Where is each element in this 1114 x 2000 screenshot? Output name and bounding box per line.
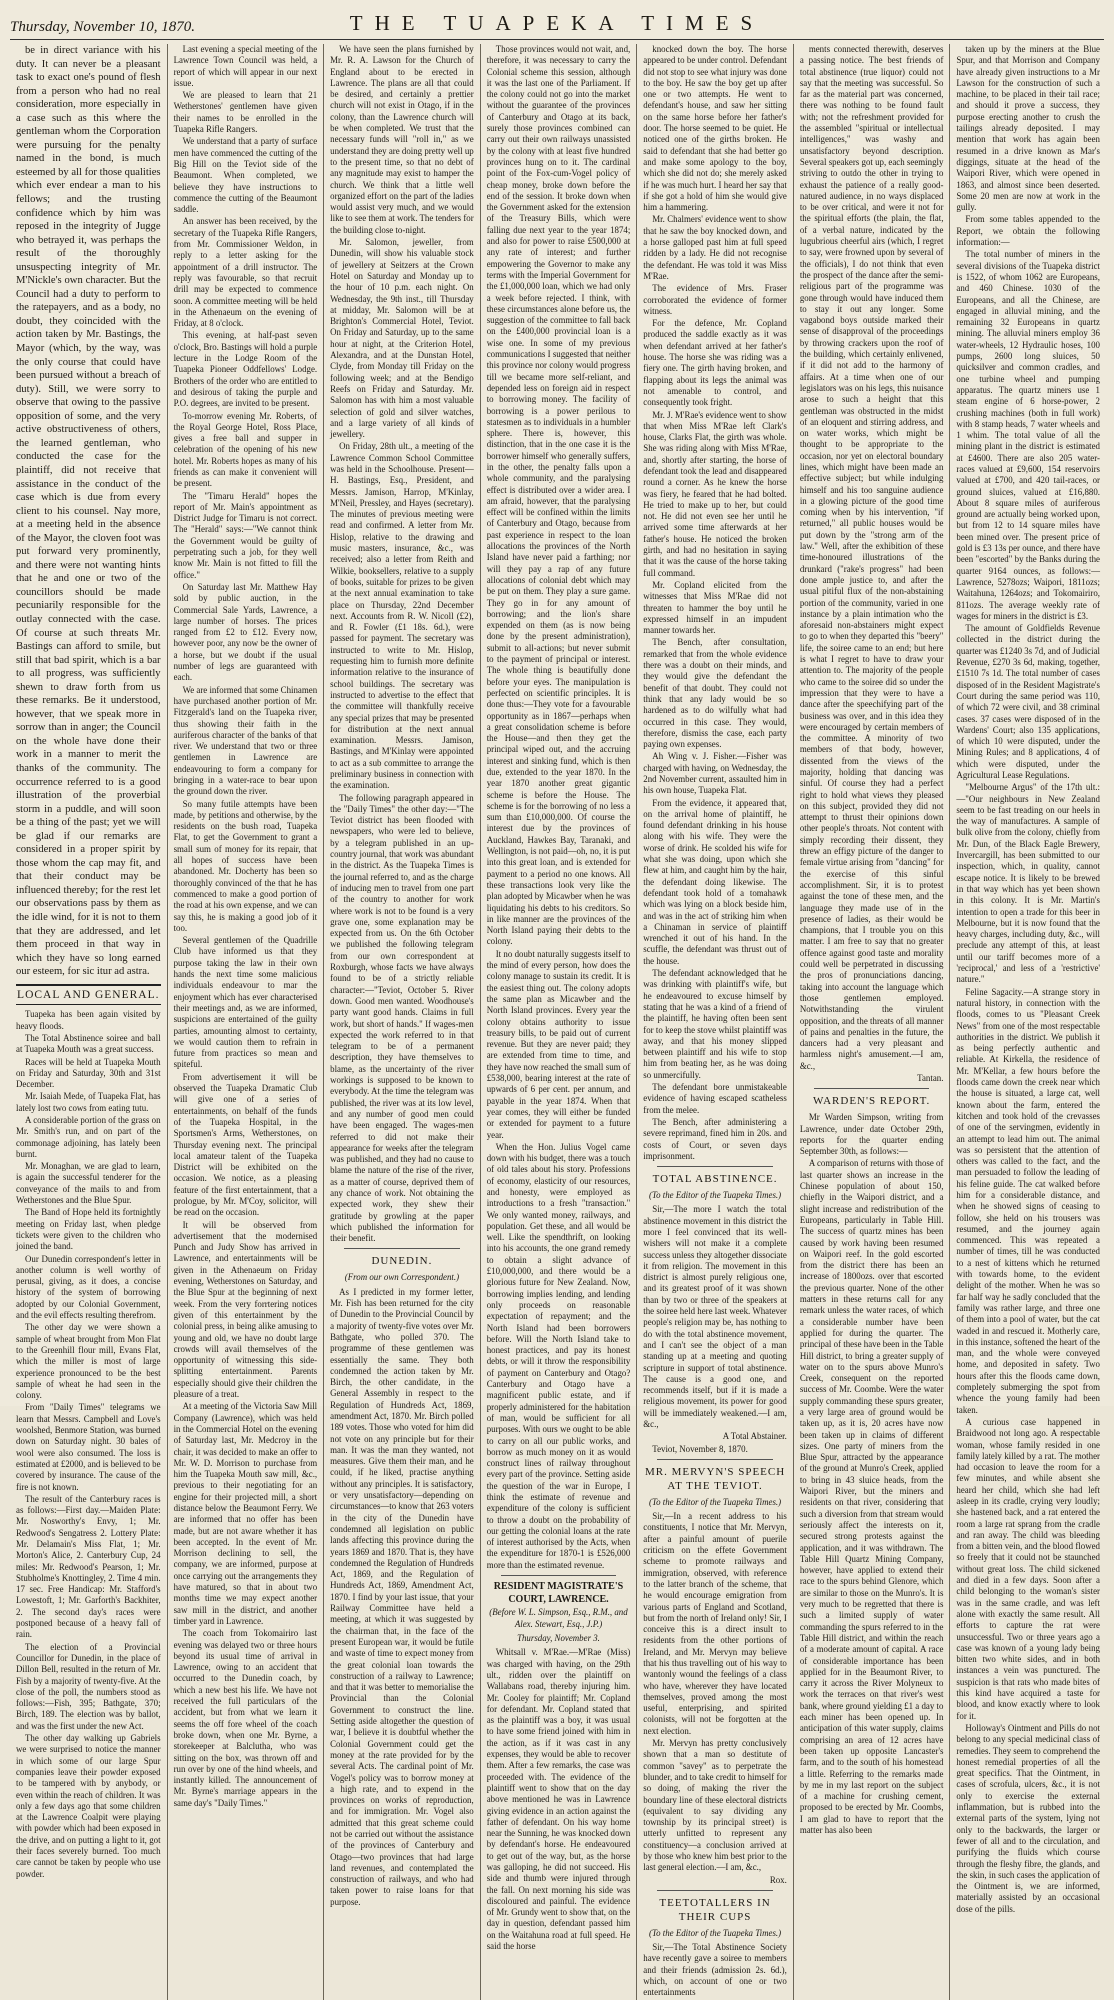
divider <box>657 1166 773 1167</box>
court-continued: The Bench, after consultation, remarked that from the whole evidence there was a doubt on their minds, and they would give the defendant the benefit of that doubt. They could not think that any lady would be so hardened as to do wilfully what had occurred in this case. They would, therefore, dismiss the case, each party paying own expenses. <box>643 637 787 750</box>
wardens-report-continued: taken up by the miners at the Blue Spur, and that Morrison and Company have already given instructions to a Mr Lawson for the construction of such a machine, to be placed in their tail race; and should it prove a success, they purpose erecting another to crush the tailings already deposited. I may mention that work has again been resumed in a drive known as Mar's diggings, situate at the head of the Waipori River, which were opened in 1863, and almost since been deserted. Some 20 men are now at work in the gully. <box>956 44 1100 213</box>
news-item: It will be observed from advertisement that the modernised Punch and Judy Show has arrived in Lawrence, and entertainments will be given in the Athenaeum on Friday evening, Wetherstones on Saturday, and the Blue Spur at the beginning of next week. From the very forrtering notices given of this entertainment by the colonial press, in being alike amusing to young and old, we have no doubt large crowds will avail themselves of the opportunity of witnessing this side-splitting entertainment. Parents especially should give their children the pleasure of a treat. <box>173 1219 318 1400</box>
news-item: The Band of Hope held its fortnightly meeting on Friday last, when pledge tickets were given to the children who joined the band. <box>16 1207 161 1252</box>
news-item: The coach from Tokomairiro last evening was delayed two or three hours beyond its usual time of arrival in Lawrence, owing to an accident that occurred to the Dunedin coach, by which a new best his life. We have not received the full particulars of the accident, but from what we learn it seems the off fore wheel of the coach broke down, when one Mr. Byrne, a storekeeper at Balclutha, who was sitting on the box, was thrown off and run over by one of the hind wheels, and instantly killed. The announcement of Mr. Byrne's marriage appears in the same day's "Daily Times." <box>173 1628 318 1808</box>
wardens-report-continued: From some tables appended to the Report, we obtain the following information:— <box>956 214 1100 248</box>
issue-date: Thursday, November 10, 1870. <box>10 19 195 35</box>
news-item: Mr. Monaghan, we are glad to learn, is again the successful tenderer for the conveyance of the mails to and from Wetherstones and the Blue Spur. <box>16 1161 161 1206</box>
court-report: Whitsall v. M'Rae.—M'Rae (Miss) was charged with having, on the 29th ult., ridden over the plaintiff on Wallabans road, thereby injuring him. Mr. Cooley for plaintiff; Mr. Copland for defendant. Mr. Copland stated that as the plaintiff was a boy, it was usual to have some friend joined with him in the action, as if it was cast in any expenses, they would be able to recover them. After a few remarks, the case was proceeded with. The evidence of the plaintiff went to show that on the day above mentioned he was in Lawrence giving evidence in an action against the father of defendant. On his way home near the Sunning, he was knocked down by defendant's horse. He endeavoured to get out of the way, but, as the horse was galloping, he did not succeed. His side and thumb were injured through the fall. On next morning his side was discoloured and painful. The evidence of Mr. Grundy went to show that, on the day in question, defendant passed him on the Waitahuna road at full speed. He said the horse <box>486 1647 631 1952</box>
court-continued: Ah Wing v. J. Fisher.—Fisher was charged with having, on Wednesday, the 2nd November current, assaulted him in his own house, Tuapeka Flat. <box>643 751 787 796</box>
news-item: The election of a Provincial Councillor for Dunedin, in the place of Dillon Bell, resulted in the return of Mr. Fish by a majority of twenty-five. At the close of the poll, the numbers stood as follows:—Fish, 395; Bathgate, 370; Birch, 189. The election was by ballot, and was the first under the new Act. <box>16 1641 161 1731</box>
teetotallers-heading: TEETOTALLERS IN THEIR CUPS <box>659 1896 771 1923</box>
news-item: An answer has been received, by the secretary of the Tuapeka Rifle Rangers, from Mr. Commissioner Weldon, in reply to a letter asking for the appointment of a drill instructor. The reply was favourable, so that recruit drill may be expected to commence soon. A committee meeting will be held in the Athenaeum on the evening of Friday, at 8 o'clock. <box>173 216 318 329</box>
local-and-general-heading: LOCAL AND GENERAL. <box>16 984 161 1006</box>
court-continued: For the defence, Mr. Copland produced the saddle exactly as it was when defendant arrived at her father's house. The horse she was riding was a fiery one. The girth having broken, and flapping about its legs the animal was not amenable to control, and consequently took fright. <box>643 318 787 408</box>
court-continued: Mr. Copland elicited from the witnesses that Miss M'Rae did not threaten to hammer the boy until he expressed himself in an impudent manner towards her. <box>643 579 787 636</box>
letter-signature: Rox. <box>769 1874 787 1885</box>
court-continued: knocked down the boy. The horse appeared to be under control. Defendant did not stop to see what injury was done to the boy. He saw the boy get up after one or two attempts. He went to defendant's house, and saw her sitting on the same horse before her father's door. The horse seemed to be quiet. He noticed one of the girths broken. He said to defendant that she had better go and make some apology to the boy, which she did not do; she merely asked if he was much hurt. I heard her say that if she got a hold of him she would give him a hammering. <box>643 44 787 213</box>
news-item: The result of the Canterbury races is as follows:—First day.—Maiden Plate: Mr. Nosworthy's Envy, 1; Mr. Redwood's Sengatress 2. Lottery Plate: Mr. Delamain's Miss Flat, 1; Mr. Morton's Alice, 2. Canterbury Cup, 24 miles: Mr. Redwood's Pearson, 1; Mr. Stubholme's Knottingley, 2. Time 4 min. 17 sec. Free Handicap: Mr. Stafford's Lowestoft, 1; Mr. Garforth's Backhiter, 2. The second day's races were postponed because of a heavy fall of rain. <box>16 1493 161 1640</box>
news-item: The other day we were shown a sample of wheat brought from Mon Flat to the Greenhill flour mill, Evans Flat, which the miller is most of large experience pronounced to be the best sample of wheat he had seen in the colony. <box>16 1322 161 1401</box>
advertisement-item: Holloway's Ointment and Pills do not belong to any special medicinal class of remedies. They seem to comprehend the honest remedial properties of all the great specifics. That the Ointment, in cases of scrofula, ulcers, &c., it is not only to exercise the external inflammation, but is rubbed into the external parts of the system, lying not only to the backwards, the larger or fewer of all and to the circulation, and purifying the fluids which course through the fleshy fibre, the glands, and the skin, in such cases the application of the Ointment is, we are informed, materially assisted by an occasional dose of the pills. <box>956 1722 1100 1914</box>
column-1 <box>10 44 167 2000</box>
news-item: Our Dunedin correspondent's letter in another column is well worthy of perusal, giving, as it does, a concise history of the system of borrowing adopted by our Colonial Government, and the evil effects resulting therefrom. <box>16 1253 161 1321</box>
article-columns <box>10 44 1106 1998</box>
wardens-report-intro: Mr Warden Simpson, writing from Lawrence, under date October 29th, reports for the quarter ending September 30th, as follows:— <box>799 1112 944 1157</box>
divider <box>657 1459 773 1460</box>
news-item: The following paragraph appeared in the "Daily Times" the other day:—"The Teviot district has been flooded with newspapers, who were led to believe, by a telegram published in an up-country journal, that work was abundant in the district. As the Tuapeka Times is the journal referred to, and as the charge of inducing men to travel from one part of the country to another for work where work is not to be found is a very grave one, some explanation may be expected from us. On the 6th October we published the following telegram from our own correspondent at Roxburgh, whose facts we have always found to be of a strictly reliable character:—"Teviot, October 5. River down. Good men wanted. Woodhouse's party want good hands. Claims in full work, but short of hands." If wages-men expected the work referred to in that telegram to be of a permanent description, they have themselves to blame, as the uncertainty of the river workings is supposed to be known to everybody. At the time the telegram was published, the river was at its low level, and any number of good men could have been engaged. The wages-men referred to did not make their appearance for weeks after the telegram was published, and they had no cause to blame the nature of the rise of the river, as a matter of course, deprived them of any chance of work. Not obtaining the expected work, they shew their gratitude by growling at the paper which published the information for their benefit. <box>330 792 474 1244</box>
news-item: Races will be held at Tuapeka Mouth on Friday and Saturday, 30th and 31st December. <box>16 1056 161 1090</box>
dunedin-continued: It no doubt naturally suggests itself to the mind of every person, how does the colony manage to sustain its credit. It is the easiest thing out. The colony adopts the same plan as Micawber and the North Island provinces. Every year the colony obtains authority to issue treasury bills, to be paid out of current revenue. But they are never paid; they are extended from time to time, and they have now reached the small sum of £538,000, bearing interest at the rate of upwards of 6 per cent. per annum, and payable in the year 1874. When that year comes, they will either be funded or extended for payment to a future year. <box>486 948 631 1140</box>
court-continued: Mr. J. M'Rae's evidence went to show that when Miss M'Rae left Clark's house, Clarks Flat, the girth was whole. She was riding along with Miss M'Rae, and, shortly after starting, the horse of defendant took the lead and disappeared round a corner. As he knew the horse was fiery, he feared that he had bolted. He tried to make up to her, but could not. He did not even see her until he arrived some time afterwards at her father's house. He noticed the broken girth, and had no hesitation in saying that it was the cause of the horse taking full command. <box>643 409 787 578</box>
wardens-report-heading: WARDEN'S REPORT. <box>812 1095 931 1108</box>
news-item: Mr. Salomon, jeweller, from Dunedin, will show his valuable stock of jewellery at Seitzers at the Crown Hotel on Saturday and Monday up to the hour of 10 p.m. each night. On Wednesday, the 9th inst., till Thursday at midday, Mr. Salomon will be at Brighton's Commercial Hotel, Teviot. On Friday and Saturday, up to the same hour at night, at the Criterion Hotel, Alexandra, and at the Dunstan Hotel, Clyde, from Monday till Friday on the following week; and at the Bendigo Reefs on Friday and Saturday. Mr. Salomon has with him a most valuable selection of gold and silver watches, and a large variety of all kinds of jewellery. <box>330 237 474 440</box>
dunedin-letter: As I predicted in my former letter, Mr. Fish has been returned for the city of Dunedin to the Provincial Council by a majority of twenty-five votes over Mr. Bathgate, who polled 370. The programme of these gentlemen was essentially the same. They both condemned the action taken by Mr. Birch, the other candidate, in the General Assembly in respect to the Regulation of Hundreds Act, 1869, amendment Act, 1870. Mr. Birch polled 189 votes. Those who voted for him did not vote on any principle but for their man. It was the man they wanted, not measures. Give them their man, and he could, if he liked, practise anything without any principles. It is satisfactory, or very unsatisfactory—depending on circumstances—to know that 263 voters in the city of the Dunedin have condemned all legislation on public lands affecting this province during the years 1869 and 1870. That is, they have condemned the Regulation of Hundreds Act, 1869, and the Regulation of Hundreds Act, 1869, Amendment Act, 1870. I find by your last issue, that your Railway Committee have held a meeting, at which it was suggested by the chairman that, in the face of the present European war, it would be futile and waste of time to expect money from the great colonial loan towards the construction of a railway to Lawrence; and that it was better to memorialise the Provincial than the Colonial Government to construct the line. Setting aside altogether the question of war, I believe it is doubtful whether the Colonial Government could get the money at the rate provided for by the several Acts. The cardinal point of Mr. Vogel's policy was to borrow money at a high rate, and to expend in the provinces on works of reproduction, and for immigration. Mr. Vogel also admitted that this great scheme could not be carried out without the assistance of the provinces of Canterbury and Otago—two provinces that had large land revenues, and contemplated the construction of railways, and who had taken power to raise loans for that purpose. <box>330 1286 474 1907</box>
column-4 <box>480 44 637 2000</box>
total-abstinence-heading: TOTAL ABSTINENCE. <box>652 1173 778 1186</box>
news-item: We are pleased to learn that 21 Wetherstones' gentlemen have given their names to be enrolled in the Tuapeka Rifle Rangers. <box>173 90 318 135</box>
news-item: On Saturday last Mr. Matthew Hay sold by public auction, in the Commercial Sale Yards, Lawrence, a large number of horses. The prices ranged from £2 to £12. Every now, however poor, any now be the owner of a horse, but we doubt if the usual number of legs are guaranteed with each. <box>173 581 318 683</box>
column-3 <box>323 44 480 2000</box>
news-item: On Friday, 28th ult., a meeting of the Lawrence Common School Committee was held in the Schoolhouse. Present—H. Bastings, Esq., President, and Messrs. Jamison, Harrop, M'Kinlay, M'Neil, Pressley, and Hayes (secretary). The minutes of previous meeting were read and confirmed. A letter from Mr. Hislop, relative to the drawing and music masters, insurance, &c., was received; also a letter from Reith and Wilkie, booksellers, relative to a supply of books, suitable for prizes to be given at the next annual examination to take place on Thursday, 22nd December next. Accounts from R. W. Nicoll (£2), and R. Fowler (£1 18s. 6d.), were passed for payment. The secretary was instructed to write to Mr. Hislop, requesting him to furnish more definite information relative to the insurance of school buildings. The secretary was instructed to advertise to the effect that the committee will thankfully receive any special prizes that may be presented for distribution at the next annual examination. Messrs. Jamison, Bastings, and M'Kinlay were appointed to act as a sub committee to arrange the preliminary business in connection with the examination. <box>330 441 474 791</box>
letter-signature: A Total Abstainer. <box>722 1431 787 1442</box>
letter-salutation: (To the Editor of the Tuapeka Times.) <box>649 1190 782 1201</box>
column-7 <box>949 44 1106 2000</box>
divider <box>814 1088 930 1089</box>
news-item: Feline Sagacity.—A strange story in natural history, in connection with the floods, comes to us "Pleasant Creek News" from one of the most respectable authorities in the district. We publish it as being perfectly authentic and reliable. At Kirkella, the residence of Mr. M'Kellar, a few hours before the floods came down the creek near which the house is situated, a large cat, well known about the farm, entered the kitchen and took hold of the crevasses of one of the servingmen, evidently in an attempt to lead him out. The animal was so persistent that the attention of others was called to the fact, and the man persuaded to follow the leading of his feline guide. The cat walked before him for a considerable distance, and when he showed signs of ceasing to follow, she held on his trousers was resumed, and the journey again commenced. This was repeated a number of times, till he was conducted to a nest of kittens which he returned with towards home, to the evident delight of the mother. When he was so far half way he sadly concluded that the family was rather large, and three one of them into a pool of water, but the cat waded in and rescued it. Motherly care, in this instance, softened the heart of the man, and the whole were conveyed home, and deposited in safety. Two hours after this the floods came down, completely submerging the spot from whence the young family had been taken. <box>956 986 1100 1415</box>
letter-place: Teviot, November 8, 1870. <box>652 1443 748 1454</box>
wardens-report-statistics: The total number of miners in the several divisions of the Tuapeka district is 1522, of whom 1062 are Europeans, and 460 Chinese. 1030 of the Europeans, and all the Chinese, are engaged in alluvial mining, and the remaining 32 Europeans in quartz mining. The alluvial miners employ 36 water-wheels, 12 Hydraulic hoses, 100 pumps, 2600 long sluices, 50 quicksilver and common cradles, and one turbine wheel and pumping apparatus. The quartz miners use 1 steam engine of 6 horse-power, 2 crushing machines (both in full work) with 8 stamp heads, 7 water wheels and 1 whim. The total value of all the mining plant in the district is estimated at £4600. There are also 205 water-races valued at £9,600, 154 reservoirs valued at £700, and 420 tail-races, or ground sluices, valued at £16,880. About 8 square miles of auriferous ground are actually being worked upon, but from 12 to 14 square miles have been mined over. The present price of gold is £3 13s per ounce, and there have been "escorted" by the Banks during the quarter 9164 ounces, as follows:—Lawrence, 5278ozs; Waipori, 1811ozs; Waitahuna, 1264ozs; and Tokomairiro, 811ozs. The average weekly rate of wages for miners in the district is £3. <box>956 249 1100 621</box>
mervyn-speech-heading: MR. MERVYN'S SPEECH AT THE TEVIOT. <box>644 1465 786 1492</box>
news-item: From "Daily Times" telegrams we learn that Messrs. Campbell and Love's woolshed, Benmore Station, was burned down on Saturday night. 30 bales of wool were also consumed. The loss is estimated at £2000, and is believed to be covered by insurance. The cause of the fire is not known. <box>16 1402 161 1492</box>
correspondent-subhead: (From our own Correspondent.) <box>344 1272 460 1283</box>
news-item: We have seen the plans furnished by Mr. R. A. Lawson for the Church of England about to be erected in Lawrence. The plans are all that could be desired, and certainly a prettier church will not exist in Otago, if in the colony, than the Lawrence church will be when completed. We trust that the necessary funds will "roll in," as we understand they are doing pretty well up to the present time, so that no debt of any magnitude may exist to hamper the church. We think that a little well organized effort on the part of the ladies would assist very much, and we would like to see them at work. The tenders for the building close to-night. <box>330 44 474 235</box>
letter-continued: ments connected therewith, deserves a passing notice. The best friends of total abstinence (true liquor) could not say that the meeting was successful. So far as the material part was concerned, there was nothing to be found fault with; not the refreshment provided for the assembled "spiritual or intellectual intelligences," was washy and unsatisfactory beyond description. Several speakers got up, each seemingly striving to outdo the other in trying to exhaust the patience of a really good-natured audience, in no ways displaced to be over critical, and were it not for the spiritual efforts (the plain, the flat, of a verbal nature, indicated by the lugubrious cheerful airs (which, I regret to say, were frowned upon by several of the officials), I do not think that even the prospect of the dance after the semi-religious part of the programme was gone through would have induced them to stay it out any longer. Some vagabond boys outside marked their sense of disapproval of the proceedings by throwing crackers upon the roof of the building, which certainly enlivened, if it did not add to the harmony of affairs. At a time when one of our legislators was on his legs, this nuisance arose to such a height that this gentleman was obstructed in the midst of an eloquent and stirring address, and on water works, which might be thought to be appropriate to the occasion, nor yet on electoral boundary lines, which might have been made an effective subject; but while indulging himself and his too sanguine audience in a glowing picture of the good time coming when by his intervention, "if returned," all public houses would be put down by the "strong arm of the law." Well, after the exhibition of these time-honoured illustrations of the drunkard ("rake's progress" had been done ample justice to, and after the usual pitiful flux of the non-abstaining portion of the community, varied in one instance by a plain intimation who the aforesaid non-abstainers might expect to go to when they departed this "beery" life, the soiree came to an end; but here is what I regret to have to draw your attention to. The majority of the people who came to the soiree did so under the impression that they were to have a dance after the speechifying part of the business was over, and in this idea they were encouraged by certain members of the committee. A minority of two members of that body, however, dissented from the views of the majority, holding that dancing was sinful. Of course they had a perfect right to hold what views they pleased on this subject, provided they did not attempt to thrust their opinions down other people's throats. Not content with simply recording their dissent, they threw an effigy picture of the danger to female virtue arising from "dancing" for the exercise of this sinful accomplishment. Sir, it is to protest against the tone of these men, and the language they made use of in the presence of ladies, as their would be champions, that I trouble you on this matter. I am free to say that no greater offence against good taste and morality could well be perpetrated in discussing the pros of pronunciations dancing, taking into account the language which those gentlemen employed. Notwithstanding the virulent opposition, and the threats of all manner of pains and penalties in the future, the dancers had a very pleasant and harmless night's amusement.—I am, &c., <box>799 44 944 1071</box>
divider <box>344 1248 460 1249</box>
news-item: The Total Abstinence soiree and ball at Tuapeka Mouth was a great success. <box>16 1032 161 1055</box>
masthead <box>10 6 1104 40</box>
court-continued: The defendant bore unmistakeable evidence of having escaped scatheless from the melee. <box>643 1082 787 1115</box>
letter-body: Sir,—The Total Abstinence Society have recently gave a soiree to members and their friends (admission 2s. 6d.), which, on account of one or two entertainments <box>643 1942 787 1998</box>
wardens-report-statistics: The amount of Goldfields Revenue collected in the district during the quarter was £1240 3s 7d, and of Judicial Revenue, £270 3s 6d, making, together, £1510 7s 1d. The total number of cases disposed of in the Resident Magistrate's Court during the same period was 110, of which 72 were civil, and 38 criminal cases. 37 cases were disposed of in the Wardens' Court; also 135 applications, of which 10 were disputed, under the Mining Rules; and 8 applications, 4 of which were disputed, under the Agricultural Lease Regulations. <box>956 623 1100 780</box>
court-continued: The defendant acknowledged that he was drinking with plaintiff's wife, but he endeavoured to excuse himself by stating that he was a kind of a friend of the plaintiff, he having often been sent for to keep the stove whilst plaintiff was away, and that his money slipped between plaintiff and his wife to stop him from beating her, as he was doing so unmercifully. <box>643 968 787 1080</box>
wardens-report-body: A comparison of returns with those of last quarter shows an increase in the Chinese population of about 150, chiefly in the Waipori district, and a slight increase and redistribution of the Europeans, particularly in Table Hill. The success of quartz mines has been caused by work having been resumed on Waipori reef. In the gold escorted from the district there has been an increase of 1800ozs. over that escorted the previous quarter. None of the other matters in these returns call for any remark unless the water races, of which a considerable number have been applied for during the quarter. The principal of these have been in the Table Hill district, to bring a greater supply of water on to the spurs above Munro's Creek, consequent on the reported success of Mr. Coombe. Were the water supply commanding these spurs greater, a very large area of ground would be taken up, as it is, 20 acres have now been taken up in claims of different sizes. One party of miners from the Blue Spur, attracted by the appearance of the ground at Munro's Creek, applied to bring in 43 sluice heads, from the Waipori River, but the miners and residents on that river, considering that such a diversion from that stream would seriously affect the interests on it, secured strong protests against the application, and it was withdrawn. The Table Hill Quartz Mining Company, however, have applied to extend their race to the spurs behind Glenore, which are similar to those on the Munro's. It is very much to be regretted that there is such a limited supply of water commanding the spurs referred to in the Table Hill district, and within the reach of a moderate amount of capital. A race of considerable importance has been applied for in the Beaumont River, to carry it across the River Molyneux to work the terraces on that river's west bank, where ground yielding £1 a day to each miner has been opened up. In anticipation of this water supply, claims comprising an area of 12 acres have been taken up opposite Lancaster's farm, and to the south of his homestead a little. Referring to the remarks made by me in my last report on the subject of a machine for crushing cement, proposed to be erected by Mr. Coombs, I am glad to have to report that the matter has also been <box>799 1158 944 1835</box>
court-continued: The evidence of Mrs. Fraser corroborated the evidence of former witness. <box>643 283 787 316</box>
news-item: We understand that a party of surface men have commenced the cutting of the Big Hill on the Teviot side of the Beaumont. When completed, we believe they have instructions to commence the cutting of the Beaumont saddle. <box>173 136 318 215</box>
news-item: A considerable portion of the grass on Mr. Smith's run, and on part of the commonage adjoining, has lately been burnt. <box>16 1115 161 1159</box>
editorial-continuation: be in direct variance with his duty. It can never be a pleasant task to exact one's pound of flesh from a person who had no real consideration, more especially in a case such as this where the gentleman whom the Corporation were pursuing for the penalty named in the bond, is much esteemed by all for those qualities which ever endear a man to his fellows; and the trusting confidence which by him was reposed in the integrity of Jugge who betrayed it, was perhaps the result of the thoroughly unsuspecting integrity of Mr. M'Nickle's own character. But the Council had a duty to perform to the ratepayers, and as a body, no doubt, they coincided with the action taken by Mr. Bastings, the Mayor (which, by the way, was the only course that could have been pursued without a breach of duty). Still, we were sorry to observe that owing to the passive opposition of some, and the very active obstructiveness of others, the learned gentleman, who conducted the case for the plaintiff, did not receive that assistance in the conduct of the case which is due from every client to his counsel. Nay more, at a meeting held in the absence of the Mayor, the cloven foot was put forward very prominently, and there were not wanting hints that he and one or two of the councillors should be made pecuniarily responsible for the outlay connected with the case. Of course at such threats Mr. Bastings can afford to smile, but still that bad spirit, which is a bar to all progress, was sufficiently shewn to draw forth from us these remarks. Be it understood, however, that we speak more in sorrow than in anger; the Council on the whole have done their work in a manner to merit the thanks of the community. The occurrence referred to is a good illustration of the proverbial storm in a puddle, and will soon be a thing of the past; yet we will be glad if our remarks are considered in a proper spirit by those whom the cap may fit, and that their conduct may be influenced thereby; for the rest let our observations pass by them as the idle wind, for it is not to them that they are addressed, and let them proceed in that way in which they have so long earned our esteem, for sic itur ad astra. <box>16 45 161 978</box>
court-continued: The Bench, after administering a severe reprimand, fined him in 20s. and costs of Court, or seven days imprisonment. <box>643 1116 787 1161</box>
dunedin-continued: Those provinces would not wait, and, therefore, it was necessary to carry the Colonial scheme this session, although it was the last one of the Parliament. If the colony could not go into the market without the guarantee of the provinces of Canterbury and Otago at its back, surely those provinces combined can carry out their own railways unassisted by the colony with at least five hundred provinces hung on to it. The cardinal point of the Fox-cum-Vogel policy of cheap money, broke down before the end of the session. It broke down when the Government asked for the extension of the Treasury Bills, which were falling due next year to the year 1874; and also for power to raise £500,000 at any rate of interest; and further empowering the Governor to make any terms with the Imperial Government for the £1,000,000 loan, which we had only a week before rejected. I think, with these circumstances alone before us, the suggestion of the committee to fall back on the £400,000 provincial loan is a wise one. In some of my previous communications I suggested that neither this province nor colony would progress till we became more self-reliant, and depended less on foreign aid in respect to borrowing money. The facility of borrowing is a power perilous to statesmen as to individuals in a humbler sphere. There is, however, this distinction, that in the one case it is the borrower himself who generally suffers, in the other, the penalty falls upon a whole community, and the paralysing effect is distributed over a wider area. I am afraid, however, that the paralysing effect will be confined within the limits of Canterbury and Otago, because from past experience in respect to the loan allocations the provinces of the North Island have never paid a farthing; nor will they pay a rap of any future allocations of colonial debt which may be put on them. They play a sure game. They go in for any amount of borrowing; and the lion's share expended on them (as is now being done by the present administration), submit to all-actions; but never submit to the payment of principal or interest. The whole thing is beautifully done before your eyes. The manipulation is perfected on scientific principles. It is done thus:—They vote for a favourable opportunity as in 1867—perhaps when a great consolidation scheme is before the House—and then they get the principal wiped out, and the accruing interest and sinking fund, which is then due, extended to the year 1870. In the year 1870 another great gigantic scheme is before the House. The scheme is for the borrowing of no less a sum than £10,000,000. Of course the interest due by the provinces of Auckland, Hawkes Bay, Taranaki, and Wellington, is not paid—oh, no, it is put into this great loan, and is extended for payment to a period no one knows. All these transactions look very like the plan adopted by Micawber when he was liquidating his debts to his creditors. So in like manner are the provinces of the North Island paying their debts to the colony. <box>486 44 631 947</box>
letter-salutation: (To the Editor of the Tuapeka Times.) <box>649 1496 782 1507</box>
divider <box>657 1890 773 1891</box>
column-6 <box>793 44 950 2000</box>
news-item: Mr. Isaiah Mede, of Tuapeka Flat, has lately lost two cows from eating tutu. <box>16 1091 161 1113</box>
news-item: Tuapeka has been again visited by heavy floods. <box>16 1009 161 1031</box>
dunedin-heading: DUNEDIN. <box>371 1255 433 1268</box>
news-item: So many futile attempts have been made, by petitions and otherwise, by the residents on the bush road, Tuapeka Flat, to get the Government to grant a small sum of money for its repair, that all hopes of success have been abandoned. Mr. Docherty has been so thoroughly convinced of the that he has commenced to make a good portion of the road at his own expense, and we can say this, he is making a good job of it too. <box>173 798 318 933</box>
news-item: Several gentlemen of the Quadrille Club have informed us that they purpose taking the law in their own hands the next time some malicious individuals endeavour to mar the enjoyment which has ever characterised their meetings and, as we are informed, suspicions are entertained of the guilty parties, amounting almost to certainty, we would caution them to refrain in future from practices so mean and spiteful. <box>173 935 318 1070</box>
news-item: From advertisement it will be observed the Tuapeka Dramatic Club will give one of a series of entertainments, on behalf of the funds of the Tuapeka Hospital, in the Sportsmen's Arms, Wetherstones, on Thursday evening next. The principal local amateur talent of the Tuapeka District will be exhibited on the occasion. We notice, as a pleasing feature of the first entertainment, that a prologue, by Mr. M'Coy, solicitor, will be read on the occasion. <box>173 1071 318 1218</box>
letter-body: Mr. Mervyn has pretty conclusively shown that a man so destitute of common "savey" as to perpetrate the blunder, and to take credit to himself for so doing, of making the river the boundary line of these electoral districts (equivalent to say dividing any township by its principal street) is utterly unfitted to represent any constituency—a conclusion arrived at by those who knew him best prior to the last general election.—I am, &c., <box>643 1738 787 1873</box>
news-item: This evening, at half-past seven o'clock, Bro. Bastings will hold a purple lecture in the Lodge Room of the Tuapeka Pioneer Oddfellows' Lodge. Brothers of the order who are entitled to and desirous of taking the purple and P.O. degrees, are invited to be present. <box>173 330 318 409</box>
news-item: At a meeting of the Victoria Saw Mill Company (Lawrence), which was held in the Commercial Hotel on the evening of Saturday last, Mr. Medcroy in the chair, it was decided to make an offer to Mr. W. D. Morrison to purchase from him the Tuapeka Mouth saw mill, &c., previous to their negotiating for an engine for their projected mill, a short distance below the Beaumont Ferry. We are informed that no offer has been made, but are not aware whether it has been accepted. In the event of Mr. Morrison declining to sell, the company, we are informed, purpose at once carrying out the arrangements they have matured, so that in about two months time we may expect another saw mill in the district, and another timber yard in Lawrence. <box>173 1401 318 1626</box>
court-continued: From the evidence, it appeared that, on the arrival home of plaintiff, he found defendant drinking in his house along with his wife. They were the worse of drink. He scolded his wife for what she was doing, upon which she flew at him, and caught him by the hair, the defendant doing likewise. The defendant took hold of a tomahawk which was lying on a block beside him, and was in the act of striking him when a Chinaman in service of plaintiff wrenched it out of his hand. In the scuffle, the defendant was thrust out of the house. <box>643 797 787 966</box>
letter-signature: Tantan. <box>917 1073 944 1084</box>
letter-body: Sir,—The more I watch the total abstinence movement in this district the more I feel convinced that its well-wishers will not make it a complete success unless they altogether dissociate it from religion. The movement in this district is almost purely religious one, and its greatest proof of it was shown than by two or three of the speakers at the soiree held here last week. Whatever people's religion may be, has nothing to do with the total abstinence movement, and I can't see the object of a man standing up at a meeting and quoting scripture in support of total abstinence. The cause is a good one, and recommends itself, but if it is made a religious movement, its power for good will be immediately weakened.—I am, &c., <box>643 1204 787 1429</box>
dunedin-continued: When the Hon. Julius Vogel came down with his budget, there was a touch of old tales about his story. Professions of economy, elasticity of our resources, and honesty, were employed as introductions to a fresh "transaction." We only wanted money, railways, and population. Get these, and all would be well. Like the spendthrift, on looking into his accounts, the one grand remedy to obtain a slight advance of £10,000,000, and there would be a glorious future for New Zealand. Now, borrowing implies lending, and lending only proceeds on reasonable expectation of repayment; and the North Island had been borrowers before. Will the North Island take to honest practices, and pay its honest debts, or will it throw the responsibility of payment on Canterbury and Otago? Canterbury and Otago have a magnificent public estate, and if properly administered for the habitation of man, would be sufficient for all purposes. With ours we ought to be able to carry on all our public works, and borrow as much money on it as would construct lines of railway throughout every part of the province. Setting aside the question of the war in Europe, I think the estimate of revenue and expenditure of the colony is sufficient to throw a doubt on the probability of our getting the colonial loans at the rate of interest authorised by the Acts, when the expenditure for 1870-1 is £526,000 more than the estimated revenue. <box>486 1141 631 1570</box>
letter-body: Sir,—In a recent address to his constituents, I notice that Mr. Mervyn, after a painful amount of puerile criticism on the effete Government scheme to promote railways and immigration, observed, with reference to the latter branch of the scheme, that he would encourage emigration from various parts of England and Scotland, but from the north of Ireland only! Sir, I conceive this is a direct insult to residents from the other portions of Ireland, and Mr. Mervyn may believe that his thus travelling out of his way to wantonly wound the feelings of a class who have, wherever they have located themselves, proved among the most useful, enterprising, and spirited colonists, will not be forgotten at the next election. <box>643 1511 787 1736</box>
news-item: Last evening a special meeting of the Lawrence Town Council was held, a report of which will appear in our next issue. <box>173 44 318 88</box>
news-item: To-morrow evening Mr. Roberts, of the Royal George Hotel, Ross Place, gives a free ball and supper in celebration of the opening of his new hotel. Mr. Roberts hopes as many of his friends as can make it convenient will be present. <box>173 410 318 489</box>
court-date: Thursday, November 3. <box>517 1633 600 1644</box>
court-bench: (Before W. L. Simpson, Esq., R.M., and Alex. Stewart, Esq., J.P.) <box>489 1607 628 1629</box>
newspaper-title: THE TUAPEKA TIMES <box>349 11 765 35</box>
news-item: The "Timaru Herald" hopes the report of Mr. Main's appointment as District Judge for Timaru is not correct. The "Herald" says:—"We cannot think the Government would be guilty of perpetrating such a job, for they well know Mr. Main is not fitted to fill the office." <box>173 490 318 580</box>
news-item: We are informed that some Chinamen have purchased another portion of Mr. Fitzgerald's land on the Tuapeka river, thus showing their faith in the auriferous character of the banks of that river. We understand that two or three gentlemen in Lawrence are endeavouring to form a company for bringing in a water-race to bear upon the ground down the river. <box>173 684 318 797</box>
news-item: The other day walking up Gabriels we were surprised to notice the manner in which some of our large Spur companies leave their powder exposed to be tampered with by anybody, or even within the reach of children. It was only a few days ago that some children at the Lawrence Coalpit were playing with powder which had been exposed in the drive, and on putting a light to it, got their faces severely burned. Too much care cannot be taken by people who use powder. <box>16 1733 161 1879</box>
news-item: A curious case happened in Braidwood not long ago. A respectable woman, whose family resided in one family lately killed by a rat. The mother had occasion to leave the room for a few minutes, and while absent she heard her child, which she had left asleep in its cradle, crying very loudly; she hastened back, and a rat entered the room a large rat sprang from the cradle and ran away. The child was bleeding from a bitten vein, and the blood flowed so freely that it could not be staunched without great loss. The child sickened and died in a few days. Soon after a child belonging to the woman's sister was in the same cradle, and was left alone with exactly the same result. All efforts to capture the rat were unsuccessful. Two or three years ago a case was known of a young lady being bitten two white sides, and in both instances a vein was punctured. The suspicion is that rats who made bites of this kind have acquired a taste for blood, and know exactly where to look for it. <box>956 1416 1100 1721</box>
court-heading: RESIDENT MAGISTRATE'S COURT, LAWRENCE. <box>493 1581 624 1605</box>
divider <box>501 1575 617 1576</box>
court-continued: Mr. Chalmers' evidence went to show that he saw the boy knocked down, and a horse galloped past him at full speed ridden by a lady. He did not recognise the defendant. He was told it was Miss M'Rae. <box>643 214 787 281</box>
news-item: "Melbourne Argus" of the 17th ult.:—"Our neighbours in New Zealand seem to be fast treading on our heels in the way of manufactures. A sample of bulk olive from the colony, chiefly from Mr. Dun, of the Black Eagle Brewery, Invercargill, has been submitted to our inspection, which, in quality, cannot escape notice. It is likely to be brewed in that way which has yet been shown in this colony. It is Mr. Martin's intention to open a trade for this beer in Melbourne, but it is now found that the heavy charges, including duty, &c., will preclude any attempt of this, at least until our tariff becomes more of a 'reciprocal,' and less of a 'restrictive' nature." <box>956 782 1100 985</box>
column-5 <box>636 44 793 2000</box>
letter-salutation: (To the Editor of the Tuapeka Times.) <box>649 1927 782 1938</box>
column-2 <box>167 44 324 2000</box>
